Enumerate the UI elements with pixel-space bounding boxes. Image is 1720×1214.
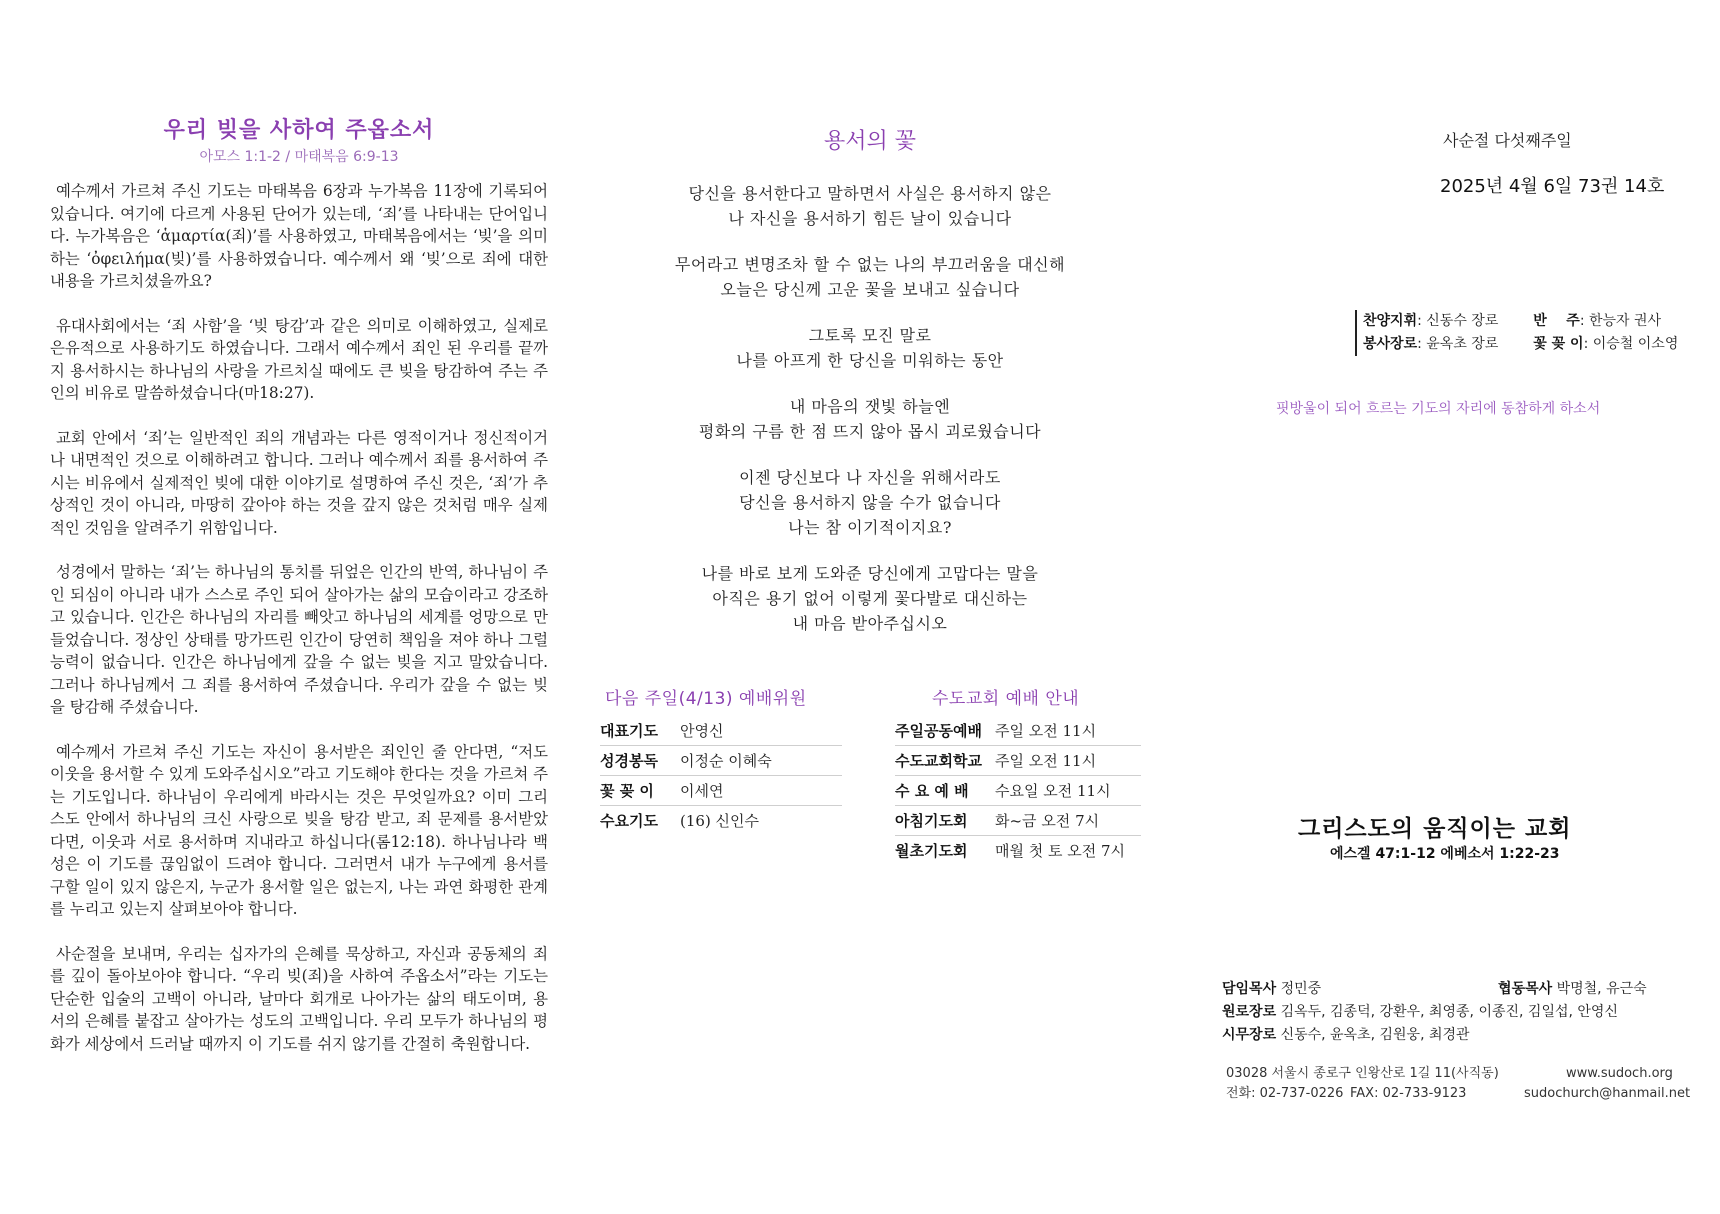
staff-label: 찬양지휘 — [1363, 313, 1418, 329]
role-label: 성경봉독 — [600, 746, 680, 776]
poem-title: 용서의 꽃 — [823, 129, 916, 154]
poem-line: 이젠 당신보다 나 자신을 위해서라도 — [739, 468, 1001, 487]
table-row — [600, 776, 842, 806]
poem-line: 내 마음 받아주십시오 — [792, 614, 948, 633]
sermon-paragraph-2: 유대사회에서는 ‘죄 사함’을 ‘빚 탕감’과 같은 의미로 이해하였고, 실제로 은유적으로 사용하기도 하였습니다. 그래서 예수께서 죄인 된 우리를 끝까지 용서하시는 하나님의 사랑을 가르치실 때에도 큰 빚을 탕감하여 주는 주인의 비유로 말씀하셨습니다(마18:27). — [50, 316, 548, 402]
church-name: 그리스도의 움직이는 교회 — [1298, 816, 1572, 842]
poem-stanza-5 — [590, 465, 1150, 540]
poem-line: 나를 아프게 한 당신을 미워하는 동안 — [736, 351, 1004, 370]
staff-box — [1355, 310, 1678, 356]
next-week-table — [600, 716, 842, 835]
pastor-label: 시무장로 — [1222, 1027, 1277, 1043]
poem-line: 당신을 용서하지 않을 수가 없습니다 — [739, 493, 1001, 512]
pastor-value: 정민중 — [1280, 981, 1322, 997]
table-row — [895, 836, 1141, 866]
pastor-label: 협동목사 — [1498, 981, 1553, 997]
church-phone: 전화: 02-737-0226 — [1226, 1086, 1344, 1101]
pastors-list — [1222, 978, 1647, 1047]
poem-line: 그토록 모진 말로 — [808, 326, 932, 345]
poem-stanza-3 — [590, 323, 1150, 373]
role-name: 이정순 이혜숙 — [680, 746, 842, 776]
poem-line: 무어라고 변명조차 할 수 없는 나의 부끄러움을 대신해 — [674, 255, 1066, 274]
pastor-value: 박명철, 유근숙 — [1556, 981, 1647, 997]
role-label: 수요기도 — [600, 812, 658, 830]
church-address: 03028 서울시 종로구 인왕산로 1길 11(사직동) — [1226, 1066, 1499, 1081]
next-week-title: 다음 주일(4/13) 예배위원 — [605, 689, 807, 709]
poem-line: 내 마음의 잿빛 하늘엔 — [789, 397, 951, 416]
staff-value: : 한능자 권사 — [1579, 313, 1662, 329]
staff-row — [1363, 333, 1678, 356]
poem-stanza-2 — [590, 252, 1150, 302]
pastor-row — [1222, 1001, 1647, 1024]
staff-value: : 신동수 장로 — [1417, 313, 1499, 329]
pastor-row — [1222, 1024, 1647, 1047]
service-name: 아침기도회 — [895, 806, 995, 836]
pastor-value: 신동수, 윤옥초, 김원웅, 최경관 — [1280, 1027, 1470, 1043]
service-time: 화~금 오전 7시 — [995, 806, 1141, 836]
staff-label: 반 주 — [1533, 313, 1580, 329]
role-name: (16) 신인수 — [680, 812, 760, 830]
poem-line: 아직은 용기 없어 이렇게 꽃다발로 대신하는 — [712, 589, 1028, 608]
worship-title: 수도교회 예배 안내 — [932, 689, 1080, 709]
sermon-paragraph-4: 성경에서 말하는 ‘죄’는 하나님의 통치를 뒤엎은 인간의 반역, 하나님이 주인 되심이 아니라 내가 스스로 주인 되어 살아가는 삶의 모습이라고 강조하고 있습니다. 인간은 하나님의 자리를 빼앗고 하나님의 세계를 엉망으로 만들었습니다. 정상인 상태를 망가뜨린 인간이 당연히 책임을 져야 하나 그럴 능력이 없습니다. 인간은 하나님에게 갚을 수 없는 빚을 지고 말았습니다. 그러나 하나님께서 그 죄를 용서하여 주셨습니다. 우리가 갚을 수 없는 빚을 탕감해 주셨습니다. — [50, 563, 548, 716]
table-row — [895, 776, 1141, 806]
poem-line: 오늘은 당신께 고운 꽃을 보내고 싶습니다 — [720, 280, 1020, 299]
staff-label: 꽃 꽂 이 — [1533, 336, 1584, 352]
table-row — [600, 806, 842, 836]
staff-label: 봉사장로 — [1363, 336, 1418, 352]
service-time: 주일 오전 11시 — [995, 716, 1141, 746]
staff-row — [1363, 310, 1678, 333]
role-name: 이세연 — [680, 776, 842, 806]
staff-value: : 이승철 이소영 — [1583, 336, 1679, 352]
service-name: 주일공동예배 — [895, 716, 995, 746]
poem-stanza-1 — [590, 181, 1150, 231]
sermon-scripture: 아모스 1:1-2 / 마태복음 6:9-13 — [199, 149, 399, 165]
poem-line: 나는 참 이기적이지요? — [788, 518, 952, 537]
staff-value: : 윤옥초 장로 — [1417, 336, 1499, 352]
poem-line: 당신을 용서한다고 말하면서 사실은 용서하지 않은 — [688, 184, 1052, 203]
poem-line: 나 자신을 용서하기 힘든 날이 있습니다 — [728, 209, 1012, 228]
role-name: 안영신 — [680, 716, 842, 746]
service-time: 매월 첫 토 오전 7시 — [995, 842, 1126, 860]
church-website[interactable]: www.sudoch.org — [1566, 1066, 1673, 1081]
pastor-label: 담임목사 — [1222, 981, 1277, 997]
sermon-paragraph-1: 예수께서 가르쳐 주신 기도는 마태복음 6장과 누가복음 11장에 기록되어 있습니다. 여기에 다르게 사용된 단어가 있는데, ‘죄’를 나타내는 단어입니다. 누가복음은 ‘ἁμαρτία(죄)’를 사용하였고, 마태복음에서는 ‘빚’을 의미하는 ‘ὀφειλήμα(빚)’를 사용하였습니다. 예수께서 왜 ‘빚’으로 죄에 대한 내용을 가르치셨을까요? — [50, 182, 548, 290]
service-time: 수요일 오전 11시 — [995, 776, 1141, 806]
table-row — [895, 716, 1141, 746]
sermon-column — [50, 118, 548, 1077]
table-row — [895, 746, 1141, 776]
table-row — [600, 716, 842, 746]
pastor-value: 김옥두, 김종덕, 강환우, 최영종, 이종진, 김일섭, 안영신 — [1280, 1004, 1618, 1020]
church-verse: 에스겔 47:1-12 에베소서 1:22-23 — [1330, 846, 1560, 862]
sermon-paragraph-5: 예수께서 가르쳐 주신 기도는 자신이 용서받은 죄인인 줄 안다면, “저도 이웃을 용서할 수 있게 도와주십시오”라고 기도해야 한다는 것을 가르쳐 주는 기도입니다. 하나님이 우리에게 바라시는 것은 무엇일까요? 이미 그리스도 안에서 하나님의 크신 사랑으로 빚을 탕감 받고, 죄 문제를 용서받았다면, 이웃과 서로 용서하며 지내라고 하십니다(롬12:18). 하나님나라 백성은 이 기도를 끊임없이 드려야 합니다. 그러면서 내가 누구에게 용서를 구할 일이 있지 않은지, 누군가 용서할 일은 없는지, 나는 과연 화평한 관계를 누리고 있는지 살펴보아야 합니다. — [50, 742, 548, 918]
poem-line: 평화의 구름 한 점 뜨지 않아 몹시 괴로웠습니다 — [698, 422, 1042, 441]
table-row — [600, 746, 842, 776]
church-fax: FAX: 02-733-9123 — [1350, 1086, 1467, 1101]
poem-stanza-4 — [590, 394, 1150, 444]
sermon-title: 우리 빚을 사하여 주옵소서 — [163, 118, 435, 143]
church-email[interactable]: sudochurch@hanmail.net — [1524, 1086, 1691, 1101]
sermon-paragraph-3: 교회 안에서 ‘죄’는 일반적인 죄의 개념과는 다른 영적이거나 정신적이거나 내면적인 것으로 이해하려고 합니다. 그러나 예수께서 죄를 용서하여 주시는 비유에서 실제적인 빚에 대한 이야기로 설명하여 주신 것은, ‘죄’가 추상적인 것이 아니라, 마땅히 갚아야 하는 것을 갚지 않은 것처럼 매우 실제적인 것임을 알려주기 위함입니다. — [50, 428, 548, 537]
prayer-line: 핏방울이 되어 흐르는 기도의 자리에 동참하게 하소서 — [1276, 401, 1601, 417]
poem-stanza-6 — [590, 561, 1150, 636]
worship-table — [895, 716, 1141, 865]
role-label: 대표기도 — [600, 716, 680, 746]
issue-date: 2025년 4월 6일 73권 14호 — [1440, 176, 1665, 197]
service-name: 월초기도회 — [895, 842, 968, 860]
service-name: 수 요 예 배 — [895, 776, 995, 806]
pastor-row — [1222, 978, 1647, 1001]
pastor-label: 원로장로 — [1222, 1004, 1277, 1020]
role-label: 꽃 꽂 이 — [600, 776, 680, 806]
poem-line: 나를 바로 보게 도와준 당신에게 고맙다는 말을 — [701, 564, 1039, 583]
table-row — [895, 806, 1141, 836]
service-name: 수도교회학교 — [895, 746, 995, 776]
poem-section — [590, 124, 1150, 657]
liturgical-season: 사순절 다섯째주일 — [1443, 131, 1572, 150]
sermon-paragraph-6: 사순절을 보내며, 우리는 십자가의 은혜를 묵상하고, 자신과 공동체의 죄를 깊이 돌아보아야 합니다. “우리 빚(죄)을 사하여 주옵소서”라는 기도는 단순한 입술의 고백이 아니라, 날마다 회개로 나아가는 삶의 태도이며, 용서의 은혜를 붙잡고 살아가는 성도의 고백입니다. 우리 모두가 하나님의 평화가 세상에서 드러날 때까지 이 기도를 쉬지 않기를 간절히 축원합니다. — [50, 944, 548, 1053]
service-time: 주일 오전 11시 — [995, 746, 1141, 776]
